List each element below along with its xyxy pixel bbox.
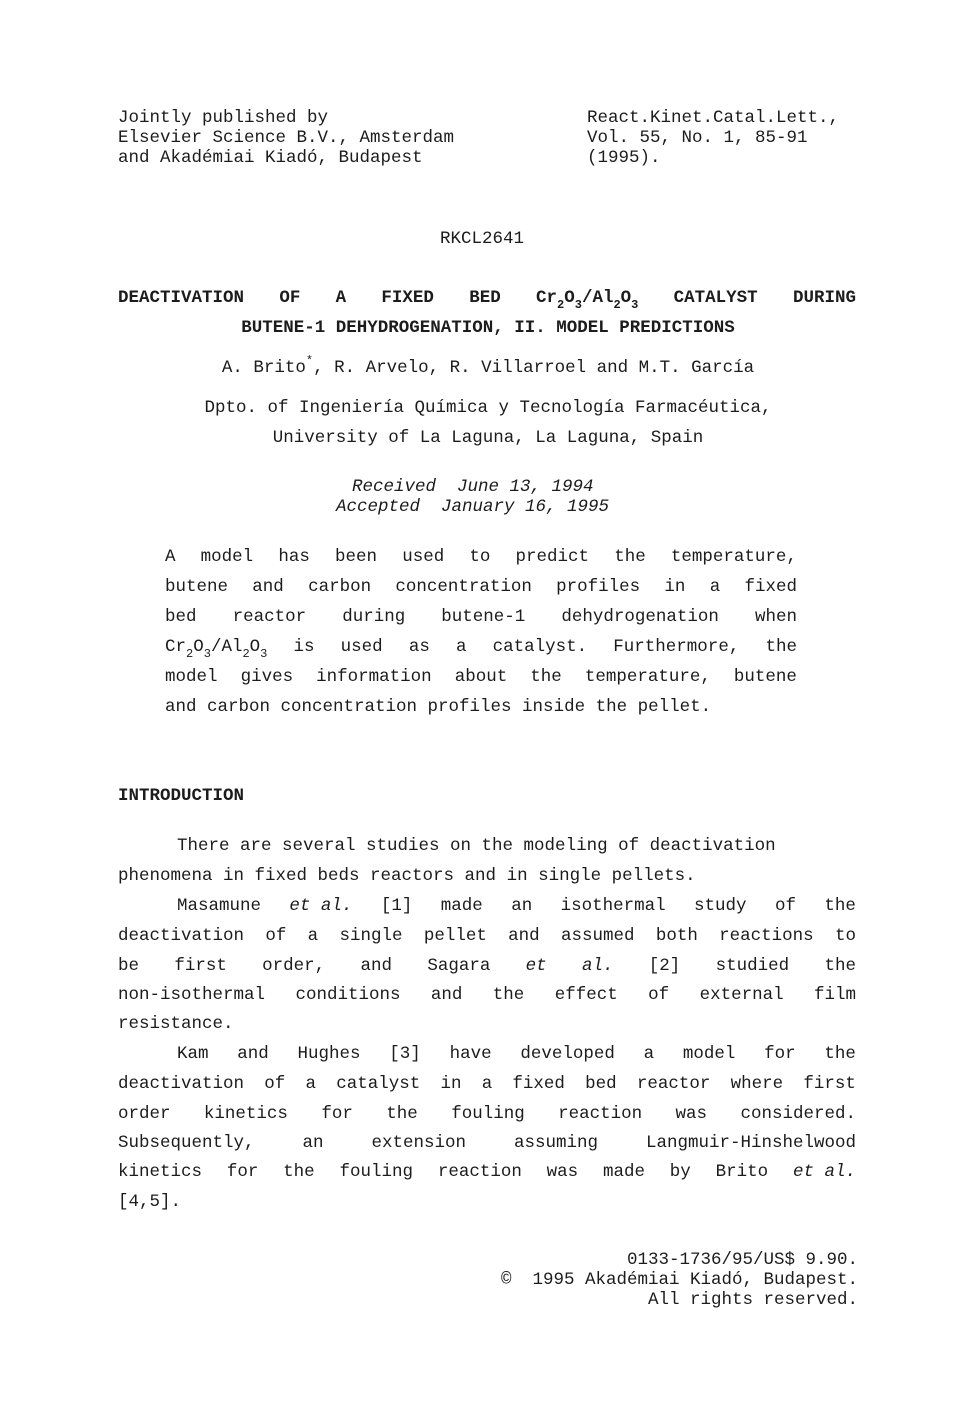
intro-p2-line-5: resistance.	[118, 1014, 234, 1034]
footer-rights: All rights reserved.	[647, 1290, 858, 1310]
title-word: CATALYST	[673, 288, 758, 308]
abstract-formula: $Cr_2O_3/Al_2O_3$	[165, 637, 268, 661]
intro-p3-line-5: kinetics for the fouling reaction was made by Brito et al.	[118, 1162, 856, 1182]
intro-p3-line-4: Subsequently, an extension assuming Langmuir-Hinshelwood	[118, 1133, 856, 1153]
title-word: DEACTIVATION	[118, 288, 245, 308]
title-formula: $Cr_2O_3/Al_2O_3$	[536, 288, 639, 312]
title-word: DURING	[792, 288, 856, 308]
affiliation-line-2: University of La Laguna, La Laguna, Spain	[272, 428, 704, 448]
title-word: A	[335, 288, 347, 308]
intro-p2-line-2: deactivation of a single pellet and assumed both reactions to	[118, 926, 856, 946]
intro-p2-line-1: Masamune et al. [1] made an isothermal study of the	[177, 896, 856, 916]
journal-citation-line-3: (1995).	[587, 148, 661, 168]
intro-p3-line-2: deactivation of a catalyst in a fixed bed reactor where first	[118, 1074, 856, 1094]
title-line-1	[118, 288, 856, 312]
journal-citation-line-1: React.Kinet.Catal.Lett.,	[587, 108, 840, 128]
intro-p3-line-6: [4,5].	[118, 1192, 182, 1212]
abstract-line-2: butene and carbon concentration profiles in a fixed	[165, 577, 797, 597]
intro-p2-line-3: be first order, and Sagara et al. [2] studied the	[118, 956, 856, 976]
affiliation-line-1: Dpto. of Ingeniería Química y Tecnología Farmacéutica,	[204, 398, 772, 418]
intro-p3-line-1: Kam and Hughes [3] have developed a model for the	[177, 1044, 856, 1064]
footer-price-code: 0133-1736/95/US$ 9.90.	[626, 1250, 858, 1270]
abstract-line-1: A model has been used to predict the temperature,	[165, 547, 797, 567]
journal-citation-line-2: Vol. 55, No. 1, 85-91	[587, 128, 808, 148]
abstract-line-4: $Cr_2O_3/Al_2O_3$ is used as a catalyst. Furthermore, the	[165, 637, 797, 661]
title-word: BED	[469, 288, 501, 308]
title-line-2: BUTENE-1 DEHYDROGENATION, II. MODEL PREDICTIONS	[241, 318, 735, 338]
title-word: FIXED	[381, 288, 434, 308]
publisher-line-2: Elsevier Science B.V., Amsterdam	[118, 128, 455, 148]
article-code: RKCL2641	[440, 229, 525, 249]
accepted-date: Accepted January 16, 1995	[336, 497, 610, 517]
section-heading-introduction: INTRODUCTION	[118, 786, 245, 806]
abstract-line-3: bed reactor during butene-1 dehydrogenation when	[165, 607, 797, 627]
abstract-line-5: model gives information about the temperature, butene	[165, 667, 797, 687]
intro-p3-line-3: order kinetics for the fouling reaction was considered.	[118, 1104, 856, 1124]
intro-p2-line-4: non-isothermal conditions and the effect of external film	[118, 985, 856, 1005]
footer-copyright: © 1995 Akadémiai Kiadó, Budapest.	[500, 1270, 858, 1290]
intro-p1-line-2: phenomena in fixed beds reactors and in single pellets.	[118, 866, 696, 886]
corresponding-author-star: *	[305, 354, 314, 368]
publisher-line-3: and Akadémiai Kiadó, Budapest	[118, 148, 423, 168]
received-date: Received June 13, 1994	[352, 477, 594, 497]
abstract-line-6: and carbon concentration profiles inside the pellet.	[165, 697, 712, 717]
publisher-line-1: Jointly published by	[118, 108, 329, 128]
title-word: OF	[279, 288, 301, 308]
authors: A. Brito*, R. Arvelo, R. Villarroel and M.T. García	[221, 354, 755, 378]
intro-p1-line-1: There are several studies on the modeling of deactivation	[177, 836, 776, 856]
